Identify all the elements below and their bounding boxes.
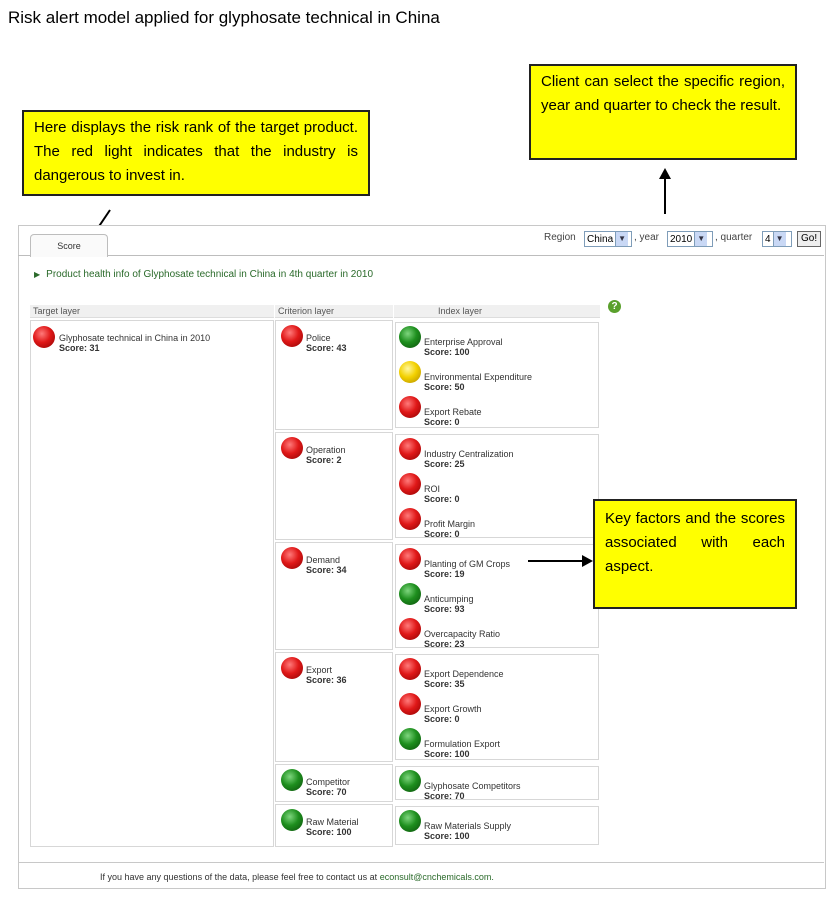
index-name: Raw Materials Supply — [424, 821, 512, 831]
region-label: Region — [544, 232, 576, 243]
help-icon[interactable]: ? — [608, 300, 621, 313]
callout-arrow-up — [664, 178, 666, 214]
index-name: Overcapacity Ratio — [424, 629, 501, 639]
column-header-index: Index layer — [394, 305, 600, 318]
criterion-cell — [275, 652, 393, 762]
criterion-cell — [275, 432, 393, 540]
year-label: , year — [634, 232, 660, 243]
year-value: 2010 — [670, 234, 693, 245]
criterion-name: Police — [306, 333, 331, 343]
go-button[interactable]: Go! — [797, 231, 821, 247]
index-cell — [395, 434, 599, 538]
red-light-icon — [399, 508, 421, 530]
red-light-icon — [399, 548, 421, 570]
index-name: Enterprise Approval — [424, 337, 503, 347]
red-light-icon — [399, 693, 421, 715]
callout-risk-rank: Here displays the risk rank of the target product. The red light indicates that the industry is dangerous to invest in. — [22, 110, 370, 196]
index-cell — [395, 654, 599, 760]
quarter-value: 4 — [765, 234, 771, 245]
chevron-down-icon: ▼ — [694, 232, 707, 246]
index-score: Score: 0 — [424, 494, 460, 504]
green-light-icon — [399, 728, 421, 750]
red-light-icon — [399, 658, 421, 680]
index-name: Export Dependence — [424, 669, 504, 679]
page-title: Risk alert model applied for glyphosate technical in China — [8, 8, 440, 27]
index-score: Score: 100 — [424, 347, 470, 357]
index-score: Score: 50 — [424, 382, 465, 392]
region-value: China — [587, 234, 614, 245]
index-name: Glyphosate Competitors — [424, 781, 521, 791]
criterion-score: Score: 43 — [306, 343, 347, 353]
quarter-select[interactable] — [762, 231, 792, 247]
index-name: Planting of GM Crops — [424, 559, 511, 569]
info-text: Product health info of Glyphosate technical in China in 4th quarter in 2010 — [46, 269, 374, 280]
target-name: Glyphosate technical in China in 2010 — [59, 333, 211, 343]
criterion-cell — [275, 804, 393, 847]
index-cell — [395, 322, 599, 428]
criterion-score: Score: 2 — [306, 455, 342, 465]
arrowhead-up-icon — [659, 168, 671, 179]
index-score: Score: 93 — [424, 604, 465, 614]
red-light-icon — [281, 437, 303, 459]
footer-divider — [18, 862, 824, 863]
index-name: Export Rebate — [424, 407, 482, 417]
criterion-name: Demand — [306, 555, 341, 565]
yellow-light-icon — [399, 361, 421, 383]
red-light-icon — [399, 473, 421, 495]
arrowhead-right-icon — [582, 555, 593, 567]
criterion-name: Competitor — [306, 777, 351, 787]
green-light-icon — [399, 810, 421, 832]
red-light-icon — [281, 657, 303, 679]
triangle-bullet-icon: ▶ — [34, 270, 41, 279]
index-name: Environmental Expenditure — [424, 372, 533, 382]
index-name: ROI — [424, 484, 441, 494]
tab-score[interactable]: Score — [30, 234, 108, 257]
index-name: Profit Margin — [424, 519, 476, 529]
chevron-down-icon: ▼ — [615, 232, 628, 246]
region-select[interactable] — [584, 231, 632, 247]
green-light-icon — [281, 809, 303, 831]
green-light-icon — [281, 769, 303, 791]
red-light-icon — [281, 325, 303, 347]
criterion-cell — [275, 320, 393, 430]
index-score: Score: 0 — [424, 529, 460, 539]
green-light-icon — [399, 583, 421, 605]
red-light-icon — [399, 618, 421, 640]
index-name: Anticumping — [424, 594, 474, 604]
index-name: Export Growth — [424, 704, 482, 714]
year-select[interactable] — [667, 231, 713, 247]
criterion-score: Score: 70 — [306, 787, 347, 797]
red-light-icon — [33, 326, 55, 348]
criterion-score: Score: 34 — [306, 565, 347, 575]
criterion-name: Export — [306, 665, 333, 675]
index-score: Score: 19 — [424, 569, 465, 579]
footer — [100, 872, 494, 882]
index-cell — [395, 806, 599, 845]
criterion-cell — [275, 542, 393, 650]
green-light-icon — [399, 326, 421, 348]
index-score: Score: 70 — [424, 791, 465, 801]
red-light-icon — [281, 547, 303, 569]
target-score: Score: 31 — [59, 343, 100, 353]
index-score: Score: 100 — [424, 831, 470, 841]
index-name: Formulation Export — [424, 739, 501, 749]
tab-underline — [18, 255, 824, 256]
info-line[interactable] — [34, 269, 373, 280]
index-score: Score: 0 — [424, 417, 460, 427]
column-header-target: Target layer — [30, 305, 274, 318]
criterion-cell — [275, 764, 393, 802]
index-score: Score: 0 — [424, 714, 460, 724]
red-light-icon — [399, 438, 421, 460]
quarter-label: , quarter — [715, 232, 753, 243]
target-cell — [30, 320, 274, 847]
index-score: Score: 35 — [424, 679, 465, 689]
index-name: Industry Centralization — [424, 449, 514, 459]
red-light-icon — [399, 396, 421, 418]
criterion-name: Raw Material — [306, 817, 359, 827]
index-score: Score: 23 — [424, 639, 465, 649]
column-header-criterion: Criterion layer — [275, 305, 393, 318]
callout-arrow-left — [528, 560, 584, 562]
footer-text: If you have any questions of the data, please feel free to contact us at — [100, 872, 378, 882]
index-score: Score: 25 — [424, 459, 465, 469]
index-cell — [395, 766, 599, 800]
footer-email-link[interactable]: econsult@cnchemicals.com. — [379, 872, 494, 882]
criterion-name: Operation — [306, 445, 346, 455]
green-light-icon — [399, 770, 421, 792]
callout-key-factors: Key factors and the scores associated with each aspect. — [593, 499, 797, 609]
criterion-score: Score: 36 — [306, 675, 347, 685]
criterion-score: Score: 100 — [306, 827, 352, 837]
callout-client-select: Client can select the specific region, year and quarter to check the result. — [529, 64, 797, 160]
chevron-down-icon: ▼ — [773, 232, 786, 246]
index-score: Score: 100 — [424, 749, 470, 759]
